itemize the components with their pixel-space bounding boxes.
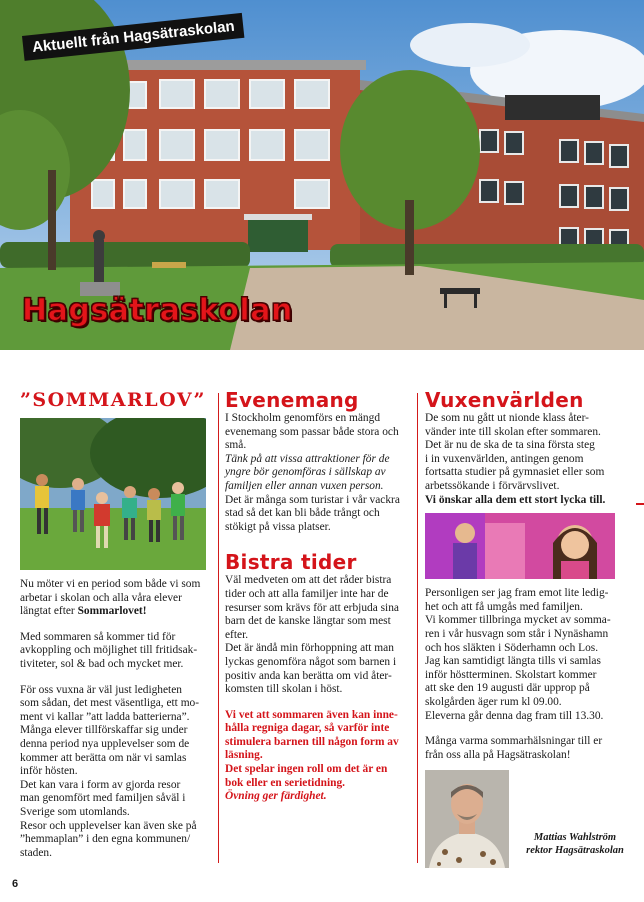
paragraph: I Stockholm genomförs en mängd evenemang som passar både stora och små. Tänk på att vissa attraktioner för de yngre bör genomföras i sällskap av familjen eller annan vuxen person. Det är många som turistar i vår vackra stad så det kan bli både trångt och stökigt på vissa platser.: [225, 412, 400, 533]
intro-line: Nu möter vi en period som både vi som: [20, 578, 201, 590]
paragraph: Väl medveten om att det råder bistra tider och att alla familjer inte har de resurser som krävs för att erbjuda sina barn det de kanske längtar som mest efter. Det är ändå min förhoppning att man lyckas genomföra något som barnen i positiv anda kan berätta om vid åter- komsten till skolan i höst.: [225, 574, 399, 696]
column-divider: [417, 393, 418, 863]
signature: [516, 831, 634, 857]
paragraph: De som nu gått ut nionde klass åter- vänder inte till skolan efter sommaren. Det är nu de ska de ta sina första steg i in vuxenvärlden, antingen genom fortsatta studier på gymnasiet eller som arbetssökande i förvärvslivet. Vi önskar alla dem ett stort lycka till.: [425, 412, 606, 506]
section-banner: Aktuellt från Hagsätraskolan: [22, 13, 245, 61]
heading-vuxenvarlden: Vuxenvärlden: [425, 388, 584, 412]
paragraph: Personligen ser jag fram emot lite ledig- het och att få umgås med familjen. Vi kommer tillbringa mycket av somma- ren i vår husvagn som står i Nynäshamn och hos släkten i Söderhamn och Los. Jag kan samtidigt längta tills vi samlas inför höstterminen. Skolstart kommer att ske den 19 augusti där upprop på skolgården äger rum kl 09.00. Eleverna går denna dag fram till 13.30.: [425, 587, 611, 722]
hero-photo: [0, 0, 644, 350]
heading-evenemang: Evenemang: [225, 388, 359, 412]
students-photo: [425, 513, 615, 579]
column-evenemang: [225, 388, 410, 804]
paragraph: Många varma sommarhälsningar till er från oss alla på Hagsätraskolan!: [425, 735, 603, 761]
school-title: Hagsätraskolan: [22, 293, 293, 328]
heading-bistra-tider: Bistra tider: [225, 550, 357, 575]
edge-marker: [636, 503, 644, 505]
red-note: Vi vet att sommaren även kan inne- hålla regniga dagar, så varför inte stimulera barnen till någon form av läsning. Det spelar ingen roll om det är en bok eller en serietidning. Övning ger färdighet.: [225, 708, 399, 803]
heading-sommarlov: ”SOMMARLOV”: [20, 389, 206, 411]
paragraph: Med sommaren så kommer tid för avkoppling och möjlighet till fritidsak- tiviteter, sol & bad och mycket mer.: [20, 630, 198, 670]
signature-name: Mattias Wahlström: [533, 832, 617, 843]
page-number: 6: [12, 878, 19, 890]
kids-running-photo: [20, 418, 206, 570]
intro-bold: Sommarlovet!: [77, 605, 147, 618]
signature-title: rektor Hagsätraskolan: [526, 845, 624, 856]
column-vuxenvarlden: [425, 388, 621, 876]
intro-line: längtat efter: [20, 605, 78, 618]
paragraph: För oss vuxna är väl just ledigheten som sådan, det mest väsentliga, ett mo- ment vi kallar ”att ladda batterierna”. Många elever tillförskaffar sig under denna period nya upplevelser som de kommer att berätta om när vi samlas inför hösten. Det kan vara i form av gjorda resor man genomfört med familjen såväl i Sverige som utomlands. Resor och upplevelser kan även ske på ”hemmaplan” i den egna kommunen/ staden.: [20, 683, 200, 859]
intro-line: arbetar i skolan och alla våra elever: [20, 591, 182, 604]
principal-portrait: [425, 770, 509, 868]
column-sommarlov: [20, 388, 210, 860]
column-divider: [218, 393, 219, 863]
